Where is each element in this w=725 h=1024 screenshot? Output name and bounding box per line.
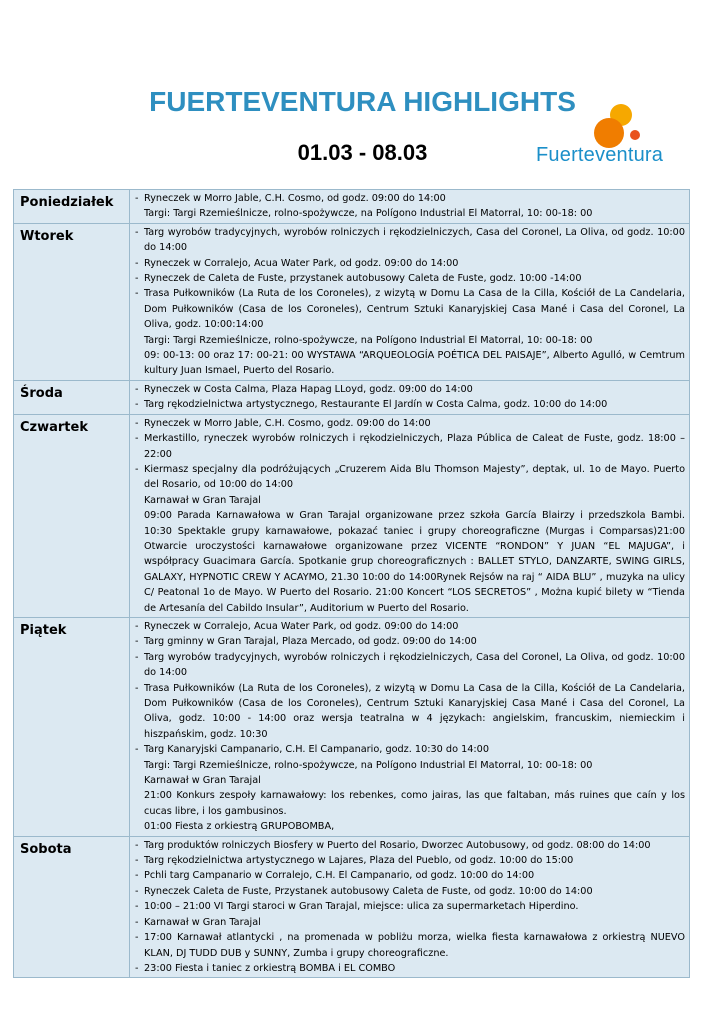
event-item: Targi: Targi Rzemieślnicze, rolno-spożywcze, na Polígono Industrial El Matorral, 10: 00-18: 00: [144, 334, 593, 346]
event-item: - 17:00 Karnawał atlantycki , na promenada w pobliżu morza, wielka fiesta karnawałowa z orkiestrą NUEVO KLAN, DJ TUDD DUB y SUNNY, Zumba i grupy choreograficzne.: [135, 930, 685, 961]
event-item: - Ryneczek w Corralejo, Acua Water Park, od godz. 09:00 do 14:00: [135, 256, 685, 271]
event-item: - Merkastillo, ryneczek wyrobów rolniczych i rękodzielniczych, Plaza Pública de Caleat de Fuste, godz. 18:00 – 22:00: [135, 431, 685, 462]
event-item: - Kiermasz specjalny dla podróżujących „Cruzerem Aida Blu Thomson Majesty”, deptak, ul. 1o de Mayo. Puerto del Rosario, od 10:00 do 14:00: [135, 462, 685, 493]
logo-dot-small-icon: [630, 130, 640, 140]
page-title: FUERTEVENTURA HIGHLIGHTS: [149, 86, 576, 117]
schedule-row: [14, 223, 690, 380]
event-item: - Ryneczek de Caleta de Fuste, przystanek autobusowy Caleta de Fuste, godz. 10:00 -14:00: [135, 271, 685, 286]
schedule-row: [14, 414, 690, 617]
event-item: Targi: Targi Rzemieślnicze, rolno-spożywcze, na Polígono Industrial El Matorral, 10: 00-18: 00: [144, 759, 593, 771]
event-item: - Trasa Pułkowników (La Ruta de los Coroneles), z wizytą w Domu La Casa de la Cilla, Kościół de La Candelaria, Dom Pułkowników (Casa de los Coroneles), Centrum Sztuki Kanaryjskiej Casa Mané i Casa del Coronel, La Oliva, godz. 10:00 - 14:00 oraz wersja teatralna w 4 językach: angielskim, francuskim, niemieckim i hiszpańskim, godz. 10:30: [135, 681, 685, 743]
event-item: 09:00 Parada Karnawałowa w Gran Tarajal organizowane przez szkoła García Blairzy i przedszkola Bambi. 10:30 Spektakle grupy karnawałowe, pokazać taniec i grupy choreograficzne (Murgas i Comparsas)21:00 Otwarcie uroczystości karnawałowe organizowane przez VICENTE “RONDON” Y JUAN “EL MAJUGA”, i współpracy Guacimara García. Spotkanie grup choreograficznych : BALLET STYLO, DANZARTE, SWING GIRLS, GALAXY, HYPNOTIC CREW Y ACAYMO, 21.30 10:00 do 14:00Rynek Rejsów na raj “ AIDA BLU” , muzyka na ulicy C/ Peatonal 1o de Mayo. W Puerto del Rosario. 21:00 Koncert “LOS SECRETOS” , Można kupić bilety w “Tienda de Artesanía del Cabildo Insular”, Auditorium w Puerto del Rosario.: [144, 510, 685, 614]
event-item: - Targ rękodzielnictwa artystycznego w Lajares, Plaza del Pueblo, od godz. 10:00 do 15:00: [135, 853, 685, 868]
event-item: - Ryneczek w Morro Jable, C.H. Cosmo, od godz. 09:00 do 14:00: [135, 191, 685, 206]
event-item: - 10:00 – 21:00 VI Targi staroci w Gran Tarajal, miejsce: ulica za supermarketach Hiperdino.: [135, 899, 685, 914]
event-item: - Karnawał w Gran Tarajal: [135, 915, 685, 930]
schedule-row: [14, 617, 690, 836]
day-name: Wtorek: [14, 223, 130, 380]
day-events: [130, 617, 690, 836]
day-name: Sobota: [14, 836, 130, 978]
event-item: - Pchli targ Campanario w Corralejo, C.H. El Campanario, od godz. 10:00 do 14:00: [135, 868, 685, 883]
event-item: - Targ gminny w Gran Tarajal, Plaza Mercado, od godz. 09:00 do 14:00: [135, 634, 685, 649]
event-item: - Targ wyrobów tradycyjnych, wyrobów rolniczych i rękodzielniczych, Casa del Coronel, La Oliva, od godz. 10:00 do 14:00: [135, 225, 685, 256]
day-name: Środa: [14, 380, 130, 414]
logo-text: Fuerteventura: [536, 144, 664, 166]
day-events: [130, 380, 690, 414]
day-events: [130, 223, 690, 380]
event-item: - Targ produktów rolniczych Biosfery w Puerto del Rosario, Dworzec Autobusowy, od godz. 08:00 do 14:00: [135, 838, 685, 853]
schedule-table: [13, 189, 690, 978]
schedule-row: [14, 836, 690, 978]
event-item: Karnawał w Gran Tarajal: [144, 775, 261, 787]
schedule-row: [14, 380, 690, 414]
event-item: - Targ Kanaryjski Campanario, C.H. El Campanario, godz. 10:30 do 14:00: [135, 742, 685, 757]
event-item: 21:00 Konkurs zespoły karnawałowy: los rebenkes, como jairas, las que faltaban, más ruines que caín y los cucas libre, i los gambusinos.: [144, 790, 685, 817]
day-events: [130, 190, 690, 224]
event-item: - Ryneczek w Costa Calma, Plaza Hapag LLoyd, godz. 09:00 do 14:00: [135, 382, 685, 397]
event-item: - Ryneczek w Corralejo, Acua Water Park, od godz. 09:00 do 14:00: [135, 619, 685, 634]
date-range: 01.03 - 08.03: [297, 140, 428, 165]
event-item: - Ryneczek w Morro Jable, C.H. Cosmo, godz. 09:00 do 14:00: [135, 416, 685, 431]
event-item: Karnawał w Gran Tarajal: [144, 494, 261, 506]
day-events: [130, 414, 690, 617]
event-item: - 23:00 Fiesta i taniec z orkiestrą BOMBA i EL COMBO: [135, 961, 685, 976]
day-name: Piątek: [14, 617, 130, 836]
day-events: [130, 836, 690, 978]
event-item: - Trasa Pułkowników (La Ruta de los Coroneles), z wizytą w Domu La Casa de la Cilla, Kościół de La Candelaria, Dom Pułkowników (Casa de los Coroneles), Centrum Sztuki Kanaryjskiej Casa Mané i Casa del Coronel, La Oliva, godz. 10:00:14:00: [135, 286, 685, 332]
event-item: 09: 00-13: 00 oraz 17: 00-21: 00 WYSTAWA “ARQUEOLOGÍA POÉTICA DEL PAISAJE”, Alberto Agulló, w Cemtrum kultury Juan Ismael, Puerto del Rosario.: [144, 350, 685, 377]
event-item: 01:00 Fiesta z orkiestrą GRUPOBOMBA,: [144, 821, 335, 833]
schedule-row: [14, 190, 690, 224]
event-item: - Targ wyrobów tradycyjnych, wyrobów rolniczych i rękodzielniczych, Casa del Coronel, La Oliva, od godz. 10:00 do 14:00: [135, 650, 685, 681]
event-item: Targi: Targi Rzemieślnicze, rolno-spożywcze, na Polígono Industrial El Matorral, 10: 00-18: 00: [144, 208, 593, 220]
day-name: Poniedziałek: [14, 190, 130, 224]
day-name: Czwartek: [14, 414, 130, 617]
event-item: - Targ rękodzielnictwa artystycznego, Restaurante El Jardín w Costa Calma, godz. 10:00 do 14:00: [135, 397, 685, 412]
event-item: - Ryneczek Caleta de Fuste, Przystanek autobusowy Caleta de Fuste, od godz. 10:00 do 14:00: [135, 884, 685, 899]
fuerteventura-logo: [536, 104, 686, 174]
